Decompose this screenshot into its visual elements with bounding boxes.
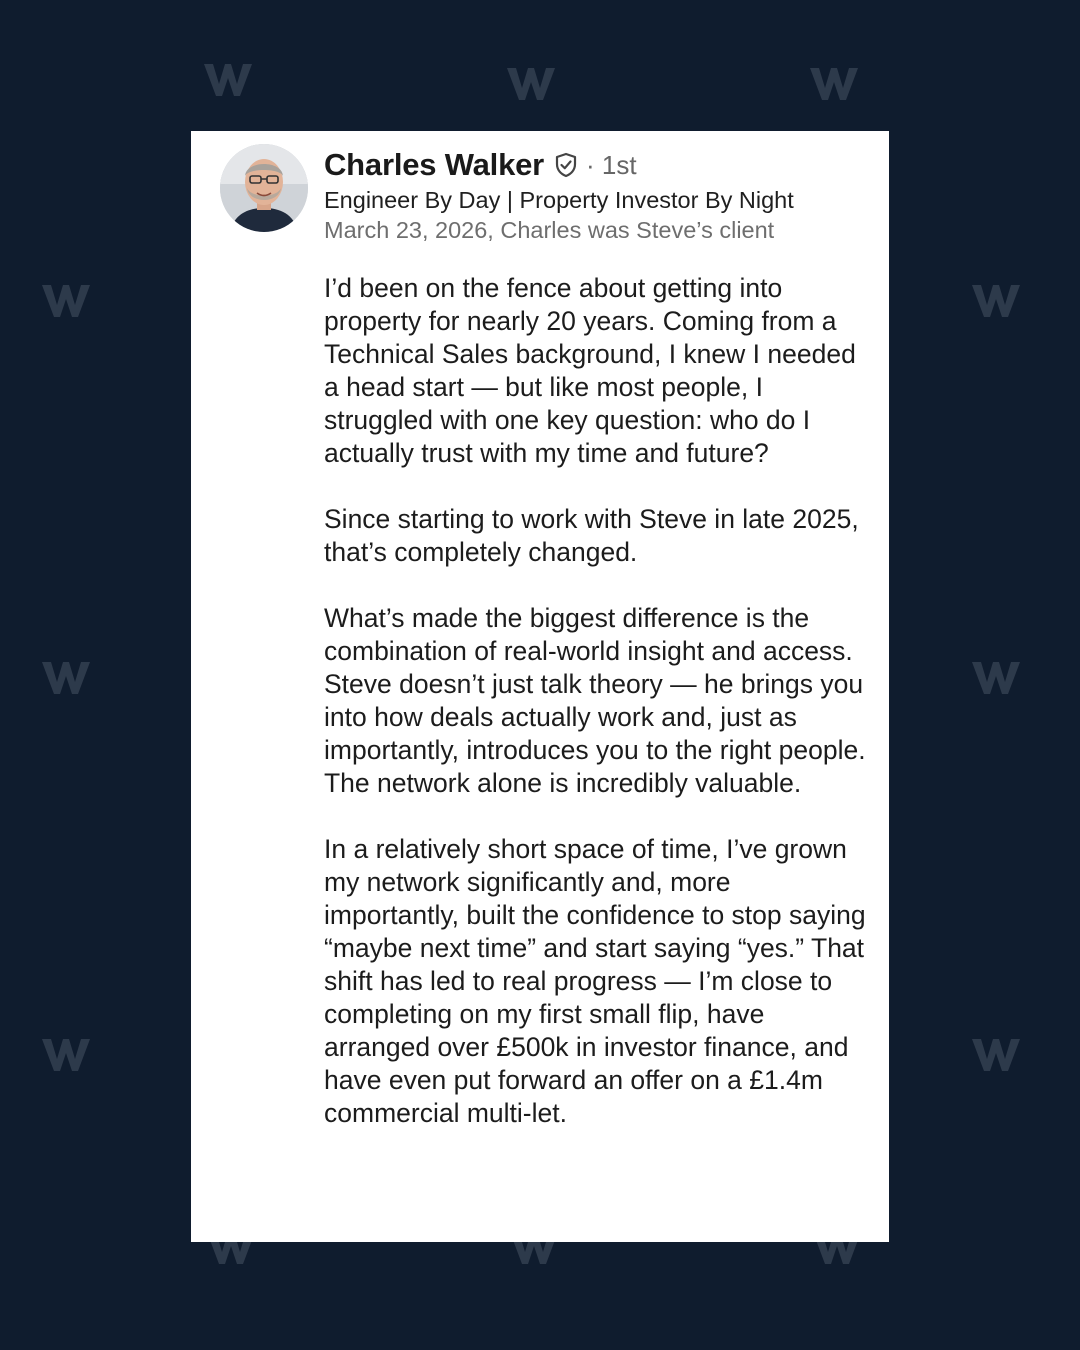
name-row: [324, 145, 874, 185]
verified-shield-icon: [552, 151, 580, 179]
wa-logo-icon: [972, 660, 1020, 696]
avatar[interactable]: [220, 144, 308, 232]
wa-logo-icon: [810, 66, 858, 102]
wa-logo-icon: [972, 1037, 1020, 1073]
wa-logo-icon: [507, 66, 555, 102]
wa-logo-icon: [972, 283, 1020, 319]
recommendation-paragraph: Since starting to work with Steve in late 2025, that’s completely changed.: [324, 504, 859, 567]
wa-logo-icon: [42, 1037, 90, 1073]
connection-degree: · 1st: [586, 149, 637, 180]
recommendation-paragraph: In a relatively short space of time, I’ve grown my network significantly and, more importantly, built the confidence to stop saying “maybe next time” and start saying “yes.” That shift has led to real progress — I’m close to completing on my first small flip, have arranged over £500k in investor finance, and have even put forward an offer on a £1.4m commercial multi-let.: [324, 834, 866, 1128]
wa-logo-icon: [42, 660, 90, 696]
profile-headline: Engineer By Day | Property Investor By Night: [324, 187, 794, 213]
recommendation-card: [191, 131, 889, 1242]
recommendation-text: [324, 272, 869, 1163]
wa-logo-icon: [42, 283, 90, 319]
profile-header: [324, 145, 874, 245]
recommendation-paragraph: I’d been on the fence about getting into property for nearly 20 years. Coming from a Technical Sales background, I knew I needed a head start — but like most people, I struggled with one key question: who do I actually trust with my time and future?: [324, 273, 856, 468]
profile-name[interactable]: Charles Walker: [324, 147, 545, 182]
recommendation-paragraph: What’s made the biggest difference is the combination of real-world insight and access. Steve doesn’t just talk theory — he brings you into how deals actually work and, just as importantly, introduces you to the right people. The network alone is incredibly valuable.: [324, 603, 866, 798]
recommendation-meta: March 23, 2026, Charles was Steve’s client: [324, 217, 775, 243]
wa-logo-icon: [204, 62, 252, 98]
